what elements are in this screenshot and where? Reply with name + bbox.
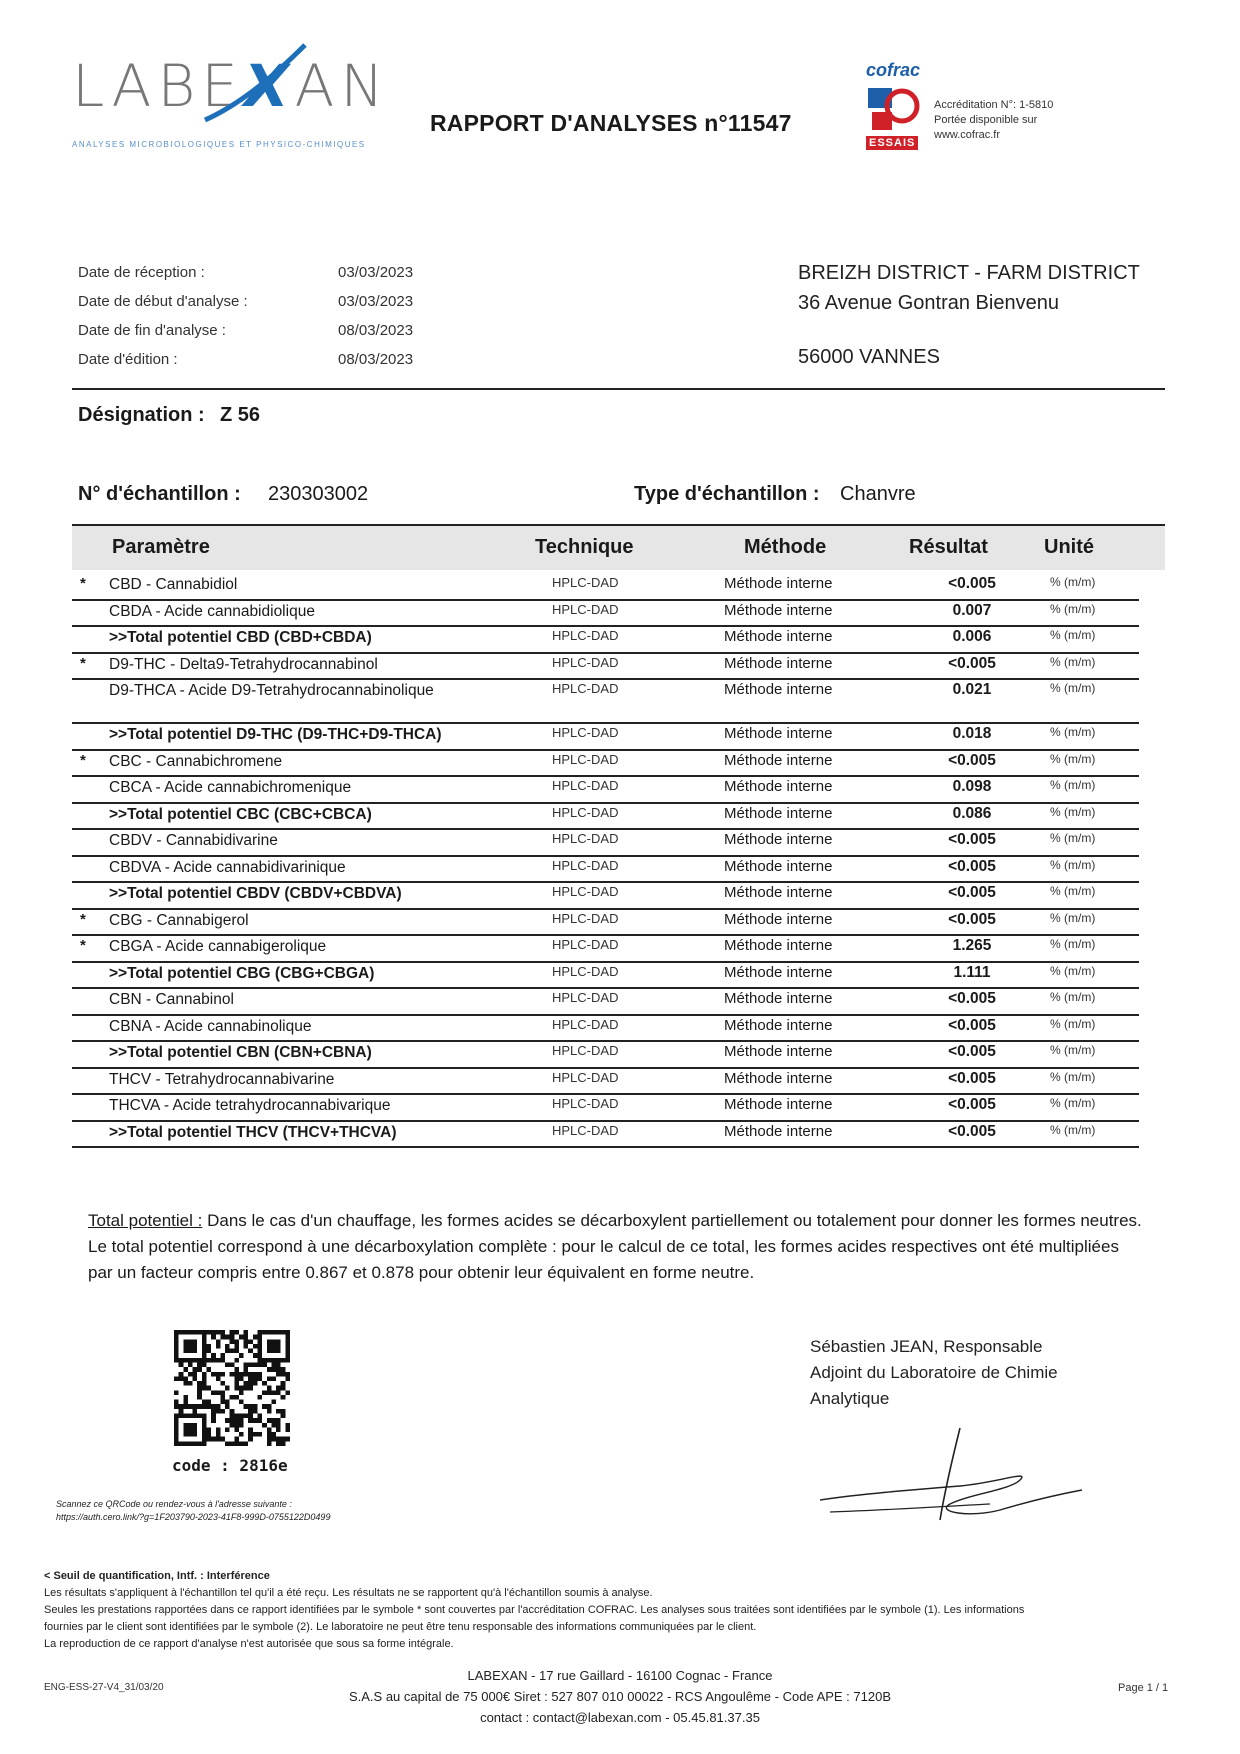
table-row xyxy=(72,1040,1139,1069)
row-technique: HPLC-DAD xyxy=(552,1043,619,1058)
row-parameter: THCVA - Acide tetrahydrocannabivarique xyxy=(109,1097,391,1114)
sample-type-value: Chanvre xyxy=(840,483,916,505)
row-method: Méthode interne xyxy=(724,910,833,928)
row-result: 0.021 xyxy=(952,681,992,698)
row-technique: HPLC-DAD xyxy=(552,751,619,767)
row-method: Méthode interne xyxy=(724,628,833,645)
row-unit: % (m/m) xyxy=(1050,681,1096,695)
row-unit: % (m/m) xyxy=(1050,963,1096,978)
table-row xyxy=(72,722,1139,751)
table-row xyxy=(72,749,1139,778)
row-technique: HPLC-DAD xyxy=(552,681,619,696)
row-unit: % (m/m) xyxy=(1050,575,1096,589)
table-row xyxy=(72,652,1139,681)
row-technique: HPLC-DAD xyxy=(552,804,619,820)
row-result: 1.265 xyxy=(952,937,992,954)
row-unit: % (m/m) xyxy=(1050,884,1096,898)
row-parameter: CBDVA - Acide cannabidivarinique xyxy=(109,858,346,876)
table-row xyxy=(72,1093,1139,1122)
row-parameter: CBDV - Cannabidivarine xyxy=(109,832,278,849)
row-result: <0.005 xyxy=(948,1043,996,1060)
row-method: Méthode interne xyxy=(724,601,833,619)
row-star-marker: * xyxy=(80,937,86,954)
row-method: Méthode interne xyxy=(724,990,833,1007)
date-edition-label: Date d'édition : xyxy=(78,351,178,368)
row-parameter: >>Total potentiel CBD (CBD+CBDA) xyxy=(109,629,372,646)
row-method: Méthode interne xyxy=(724,1069,833,1087)
row-star-marker: * xyxy=(80,751,86,769)
row-result: 1.111 xyxy=(953,963,991,981)
row-result: <0.005 xyxy=(948,990,996,1007)
date-edition-value: 08/03/2023 xyxy=(338,351,414,368)
row-unit: % (m/m) xyxy=(1050,857,1096,872)
row-technique: HPLC-DAD xyxy=(552,831,619,846)
row-method: Méthode interne xyxy=(724,1043,833,1060)
row-result: <0.005 xyxy=(948,575,996,592)
row-technique: HPLC-DAD xyxy=(552,725,619,740)
row-star-marker: * xyxy=(80,654,86,672)
row-technique: HPLC-DAD xyxy=(552,857,619,873)
row-parameter: CBGA - Acide cannabigerolique xyxy=(109,938,327,955)
row-technique: HPLC-DAD xyxy=(552,937,619,952)
section-divider xyxy=(72,388,1165,390)
row-technique: HPLC-DAD xyxy=(552,1122,619,1138)
row-method: Méthode interne xyxy=(724,857,833,875)
table-row xyxy=(72,1014,1139,1043)
legal-notes: < Seuil de quantification, Intf. : Interférence Les résultats s'appliquent à l'échantillon tel qu'il a été reçu. Les résultats ne se rapportent qu'à l'échantillon soumis à analyse. Seules les prestations rapportées dans ce rapport identifiées par le symbole * sont couvertes par l'accréditation COFRAC. Les analyses sous traitées sont identifiées par le symbole (1). Les informations fournies par le client sont identifiées par le symbole (2). Le laboratoire ne peut être tenu responsable des informations communiquées par le client. La reproduction de ce rapport d'analyse n'est autorisée que sous sa forme intégrale. xyxy=(44,1570,1025,1650)
cofrac-logo: cofrac xyxy=(866,60,921,80)
row-result: 0.086 xyxy=(952,804,992,822)
handwritten-signature-icon xyxy=(820,1420,1090,1530)
row-parameter: >>Total potentiel CBDV (CBDV+CBDVA) xyxy=(109,885,402,902)
table-row xyxy=(72,987,1139,1016)
row-method: Méthode interne xyxy=(724,1096,833,1113)
row-unit: % (m/m) xyxy=(1050,751,1096,766)
row-parameter: CBCA - Acide cannabichromenique xyxy=(109,779,352,796)
row-parameter: CBD - Cannabidiol xyxy=(109,576,238,593)
row-result: <0.005 xyxy=(948,1069,996,1087)
row-technique: HPLC-DAD xyxy=(552,910,619,926)
row-method: Méthode interne xyxy=(724,681,833,698)
row-parameter: D9-THC - Delta9-Tetrahydrocannabinol xyxy=(109,655,378,673)
row-technique: HPLC-DAD xyxy=(552,778,619,793)
row-unit: % (m/m) xyxy=(1050,1043,1096,1057)
table-row xyxy=(72,625,1139,654)
row-result: <0.005 xyxy=(948,654,996,672)
designation-label: Désignation : xyxy=(78,404,205,426)
table-row xyxy=(72,828,1139,857)
date-fin-label: Date de fin d'analyse : xyxy=(78,322,226,339)
row-method: Méthode interne xyxy=(724,1016,833,1034)
row-technique: HPLC-DAD xyxy=(552,654,619,670)
row-parameter: >>Total potentiel CBN (CBN+CBNA) xyxy=(109,1044,372,1061)
row-method: Méthode interne xyxy=(724,884,833,901)
row-unit: % (m/m) xyxy=(1050,1096,1096,1110)
row-unit: % (m/m) xyxy=(1050,725,1096,739)
table-row xyxy=(72,934,1139,963)
header-param: Paramètre xyxy=(112,536,210,558)
labexan-logo: LABEXAN xyxy=(72,52,390,120)
qr-code-icon[interactable] xyxy=(172,1330,292,1446)
row-unit: % (m/m) xyxy=(1050,654,1096,669)
logo-subtitle: ANALYSES MICROBIOLOGIQUES ET PHYSICO-CHIMIQUES xyxy=(72,140,366,149)
row-unit: % (m/m) xyxy=(1050,990,1096,1004)
date-fin-value: 08/03/2023 xyxy=(338,322,414,339)
row-result: <0.005 xyxy=(948,1096,996,1113)
designation-value: Z 56 xyxy=(220,404,261,426)
table-row xyxy=(72,1120,1139,1149)
table-row xyxy=(72,678,1139,724)
row-method: Méthode interne xyxy=(724,804,833,822)
qr-code-label: code : 2816e xyxy=(172,1456,288,1475)
sample-type-label: Type d'échantillon : xyxy=(634,483,820,505)
document-reference: ENG-ESS-27-V4_31/03/20 xyxy=(44,1682,164,1693)
page-number: Page 1 / 1 xyxy=(1118,1682,1169,1694)
row-unit: % (m/m) xyxy=(1050,628,1096,642)
total-potentiel-note xyxy=(88,1208,1148,1286)
date-debut-label: Date de début d'analyse : xyxy=(78,293,248,310)
table-row xyxy=(72,881,1139,910)
note-label: Total potentiel : xyxy=(88,1211,203,1230)
row-unit: % (m/m) xyxy=(1050,937,1096,951)
sample-number-label: N° d'échantillon : xyxy=(78,483,241,505)
row-result: 0.007 xyxy=(952,601,992,619)
row-method: Méthode interne xyxy=(724,937,833,954)
row-result: 0.006 xyxy=(952,628,992,645)
row-star-marker: * xyxy=(80,910,86,928)
table-row xyxy=(72,961,1139,990)
cofrac-accreditation: Accréditation N°: 1-5810 Portée disponible sur www.cofrac.fr xyxy=(934,99,1054,141)
row-method: Méthode interne xyxy=(724,778,833,795)
cofrac-essais-badge: ESSAIS xyxy=(866,136,918,150)
row-parameter: CBNA - Acide cannabinolique xyxy=(109,1017,312,1035)
row-parameter: >>Total potentiel CBC (CBC+CBCA) xyxy=(109,805,372,823)
row-technique: HPLC-DAD xyxy=(552,1069,619,1085)
row-technique: HPLC-DAD xyxy=(552,575,619,590)
row-unit: % (m/m) xyxy=(1050,778,1096,792)
row-unit: % (m/m) xyxy=(1050,831,1096,845)
report-title: RAPPORT D'ANALYSES n°11547 xyxy=(430,110,792,136)
row-parameter: THCV - Tetrahydrocannabivarine xyxy=(109,1070,335,1088)
row-method: Méthode interne xyxy=(724,725,833,742)
row-method: Méthode interne xyxy=(724,654,833,672)
row-result: 0.098 xyxy=(952,778,992,795)
row-parameter: CBDA - Acide cannabidiolique xyxy=(109,602,315,620)
logo-swoosh-icon xyxy=(200,40,310,130)
row-unit: % (m/m) xyxy=(1050,1122,1096,1137)
row-technique: HPLC-DAD xyxy=(552,990,619,1005)
row-result: <0.005 xyxy=(948,910,996,928)
date-debut-value: 03/03/2023 xyxy=(338,293,414,310)
row-parameter: CBN - Cannabinol xyxy=(109,991,234,1008)
row-parameter: >>Total potentiel D9-THC (D9-THC+D9-THCA) xyxy=(109,726,442,743)
date-reception-label: Date de réception : xyxy=(78,264,205,281)
row-technique: HPLC-DAD xyxy=(552,1096,619,1111)
table-row xyxy=(72,572,1139,601)
row-result: <0.005 xyxy=(948,831,996,848)
row-result: <0.005 xyxy=(948,1122,996,1140)
row-parameter: CBC - Cannabichromene xyxy=(109,752,283,770)
client-address: 36 Avenue Gontran Bienvenu xyxy=(798,292,1059,314)
row-unit: % (m/m) xyxy=(1050,1069,1096,1084)
row-parameter: >>Total potentiel THCV (THCV+THCVA) xyxy=(109,1123,397,1141)
note-text: Dans le cas d'un chauffage, les formes acides se décarboxylent partiellement ou totalement pour donner les formes neutres. Le total potentiel correspond à une décarboxylation complète : pour le calcul de ce total, les formes acides respectives ont été multipliées par un facteur compris entre 0.867 et 0.878 pour obtenir leur équivalent en forme neutre. xyxy=(88,1211,1142,1282)
row-method: Méthode interne xyxy=(724,831,833,848)
header-res: Résultat xyxy=(909,536,988,558)
row-technique: HPLC-DAD xyxy=(552,963,619,979)
header-meth: Méthode xyxy=(744,536,827,558)
row-result: 0.018 xyxy=(952,725,992,742)
row-method: Méthode interne xyxy=(724,1122,833,1140)
row-unit: % (m/m) xyxy=(1050,601,1096,616)
row-star-marker: * xyxy=(80,575,86,592)
table-row xyxy=(72,775,1139,804)
header-tech: Technique xyxy=(535,536,634,558)
table-row xyxy=(72,599,1139,628)
row-parameter: >>Total potentiel CBG (CBG+CBGA) xyxy=(109,964,375,982)
sample-number-value: 230303002 xyxy=(268,483,369,505)
qr-scan-instructions: Scannez ce QRCode ou rendez-vous à l'adresse suivante : https://auth.cero.link/?g=1F203790-2023-41F8-999D-0755122D0499 xyxy=(56,1499,331,1522)
date-reception-value: 03/03/2023 xyxy=(338,264,414,281)
header-unit: Unité xyxy=(1044,536,1094,558)
row-result: <0.005 xyxy=(948,751,996,769)
cofrac-emblem-icon xyxy=(866,84,922,134)
row-parameter: D9-THCA - Acide D9-Tetrahydrocannabinolique xyxy=(109,682,434,699)
row-method: Méthode interne xyxy=(724,575,833,592)
row-method: Méthode interne xyxy=(724,751,833,769)
row-technique: HPLC-DAD xyxy=(552,884,619,899)
row-unit: % (m/m) xyxy=(1050,804,1096,819)
row-result: <0.005 xyxy=(948,884,996,901)
table-row xyxy=(72,1067,1139,1096)
row-unit: % (m/m) xyxy=(1050,910,1096,925)
table-row xyxy=(72,802,1139,831)
table-header xyxy=(72,524,1165,570)
row-technique: HPLC-DAD xyxy=(552,628,619,643)
row-technique: HPLC-DAD xyxy=(552,1016,619,1032)
client-name: BREIZH DISTRICT - FARM DISTRICT xyxy=(798,262,1140,284)
row-technique: HPLC-DAD xyxy=(552,601,619,617)
signatory: Sébastien JEAN, Responsable Adjoint du Laboratoire de Chimie Analytique xyxy=(810,1337,1058,1408)
row-parameter: CBG - Cannabigerol xyxy=(109,911,249,929)
row-method: Méthode interne xyxy=(724,963,833,981)
table-row xyxy=(72,908,1139,937)
client-city: 56000 VANNES xyxy=(798,346,940,368)
row-unit: % (m/m) xyxy=(1050,1016,1096,1031)
page-footer: LABEXAN - 17 rue Gaillard - 16100 Cognac - France S.A.S au capital de 75 000€ Siret : 527 807 010 00022 - RCS Angoulême - Code APE : 7120B contact : contact@labexan.com - 05.45.81.37.35 xyxy=(348,1668,892,1725)
table-row xyxy=(72,855,1139,884)
row-result: <0.005 xyxy=(948,857,996,875)
row-result: <0.005 xyxy=(948,1016,996,1034)
